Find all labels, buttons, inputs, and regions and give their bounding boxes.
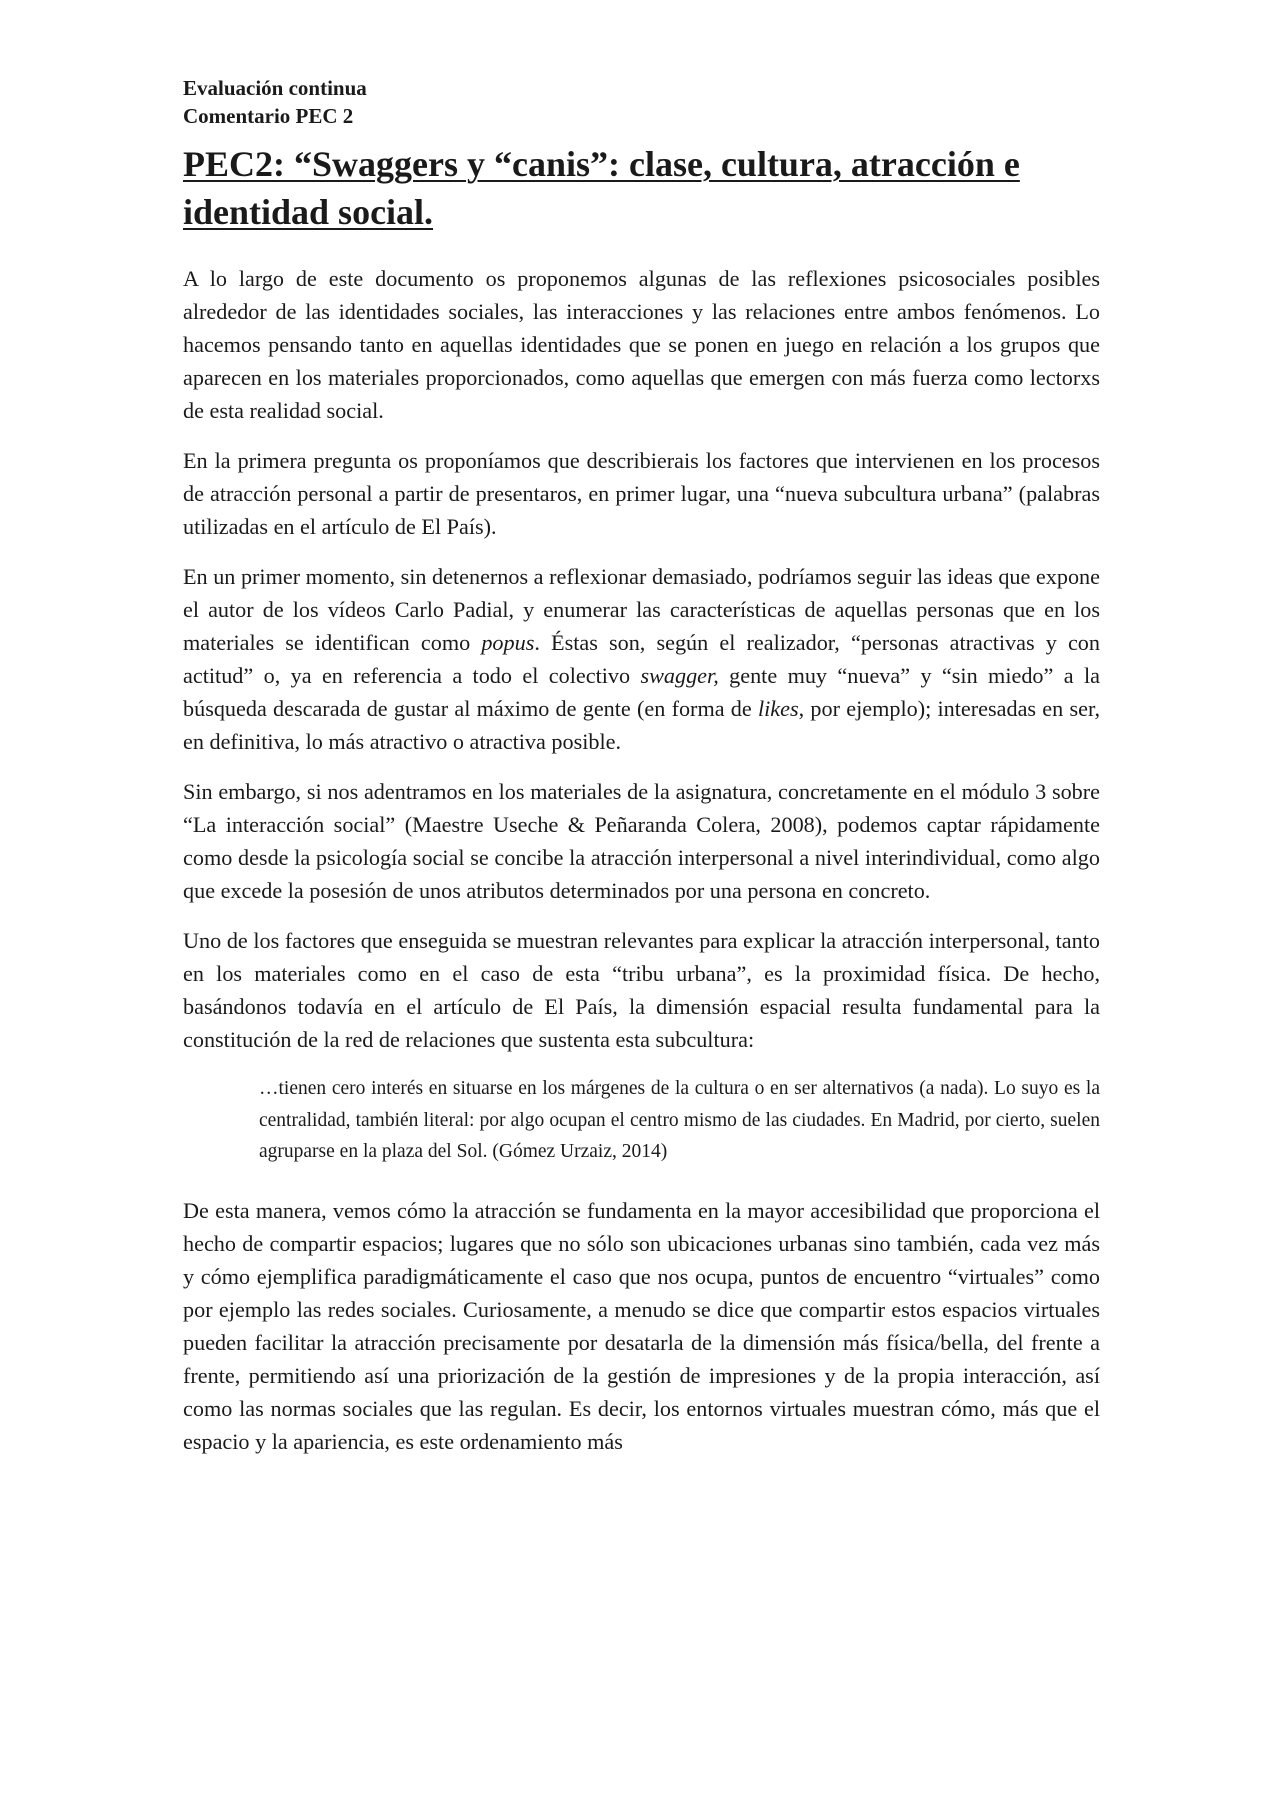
paragraph-intro: A lo largo de este documento os proponemos algunas de las reflexiones psicosociales posibles alrededor de las identidades sociales, las interacciones y las relaciones entre ambos fenómenos. Lo hacemos pensando tanto en aquellas identidades que se ponen en juego en relación a los grupos que aparecen en los materiales proporcionados, como aquellas que emergen con más fuerza como lectorxs de esta realidad social.: [183, 266, 1100, 423]
document-page: [183, 74, 1100, 1458]
assignment-label: Comentario PEC 2: [183, 104, 354, 128]
block-quote: …tienen cero interés en situarse en los márgenes de la cultura o en ser alternativos (a nada). Lo suyo es la centralidad, también literal: por algo ocupan el centro mismo de las ciudades. En Madrid, por cierto, suelen agruparse en la plaza del Sol. (Gómez Urzaiz, 2014): [259, 1078, 1100, 1162]
paragraph-text: . Éstas son, según el realizador, “personas atractivas y con actitud” o, ya en referencia a todo el colectivo: [183, 630, 1100, 688]
document-title: PEC2: “Swaggers y “canis”: clase, cultura, atracción e identidad social.: [183, 144, 1020, 232]
paragraph-text: gente muy “nueva” y “sin miedo” a la búsqueda descarada de gustar al máximo de gente (en forma de: [183, 663, 1100, 721]
italic-term-likes: likes: [757, 696, 799, 721]
paragraph-module-3: Sin embargo, si nos adentramos en los materiales de la asignatura, concretamente en el módulo 3 sobre “La interacción social” (Maestre Useche & Peñaranda Colera, 2008), podemos captar rápidamente como desde la psicología social se concibe la atracción interpersonal a nivel interindividual, como algo que excede la posesión de unos atributos determinados por una persona en concreto.: [183, 779, 1100, 903]
course-label: Evaluación continua: [183, 76, 367, 100]
paragraph-text: En un primer momento, sin detenernos a reflexionar demasiado, podríamos seguir las ideas que expone el autor de los vídeos Carlo Padial, y enumerar las características de aquellas personas que en los materiales se identifican como: [183, 564, 1100, 655]
paragraph-accessibility: De esta manera, vemos cómo la atracción se fundamenta en la mayor accesibilidad que proporciona el hecho de compartir espacios; lugares que no sólo son ubicaciones urbanas sino también, cada vez más y cómo ejemplifica paradigmáticamente el caso que nos ocupa, puntos de encuentro “virtuales” como por ejemplo las redes sociales. Curiosamente, a menudo se dice que compartir estos espacios virtuales pueden facilitar la atracción precisamente por desatarla de la dimensión más física/bella, del frente a frente, permitiendo así una priorización de la gestión de impresiones y de la propia interacción, así como las normas sociales que las regulan. Es decir, los entornos virtuales muestran cómo, más que el espacio y la apariencia, es este ordenamiento más: [183, 1197, 1100, 1454]
italic-term-popus: popus: [481, 630, 535, 655]
paragraph-proximity: Uno de los factores que enseguida se muestran relevantes para explicar la atracción interpersonal, tanto en los materiales como en el caso de esta “tribu urbana”, es la proximidad física. De hecho, basándonos todavía en el artículo de El País, la dimensión espacial resulta fundamental para la constitución de la red de relaciones que sustenta esta subcultura:: [183, 928, 1100, 1052]
paragraph-popus: [183, 560, 1100, 758]
italic-term-swagger: swagger,: [640, 663, 719, 688]
paragraph-text: , por ejemplo); interesadas en ser, en definitiva, lo más atractivo o atractiva posible.: [183, 696, 1100, 754]
paragraph-first-question: En la primera pregunta os proponíamos que describierais los factores que intervienen en los procesos de atracción personal a partir de presentaros, en primer lugar, una “nueva subcultura urbana” (palabras utilizadas en el artículo de El País).: [183, 448, 1100, 539]
